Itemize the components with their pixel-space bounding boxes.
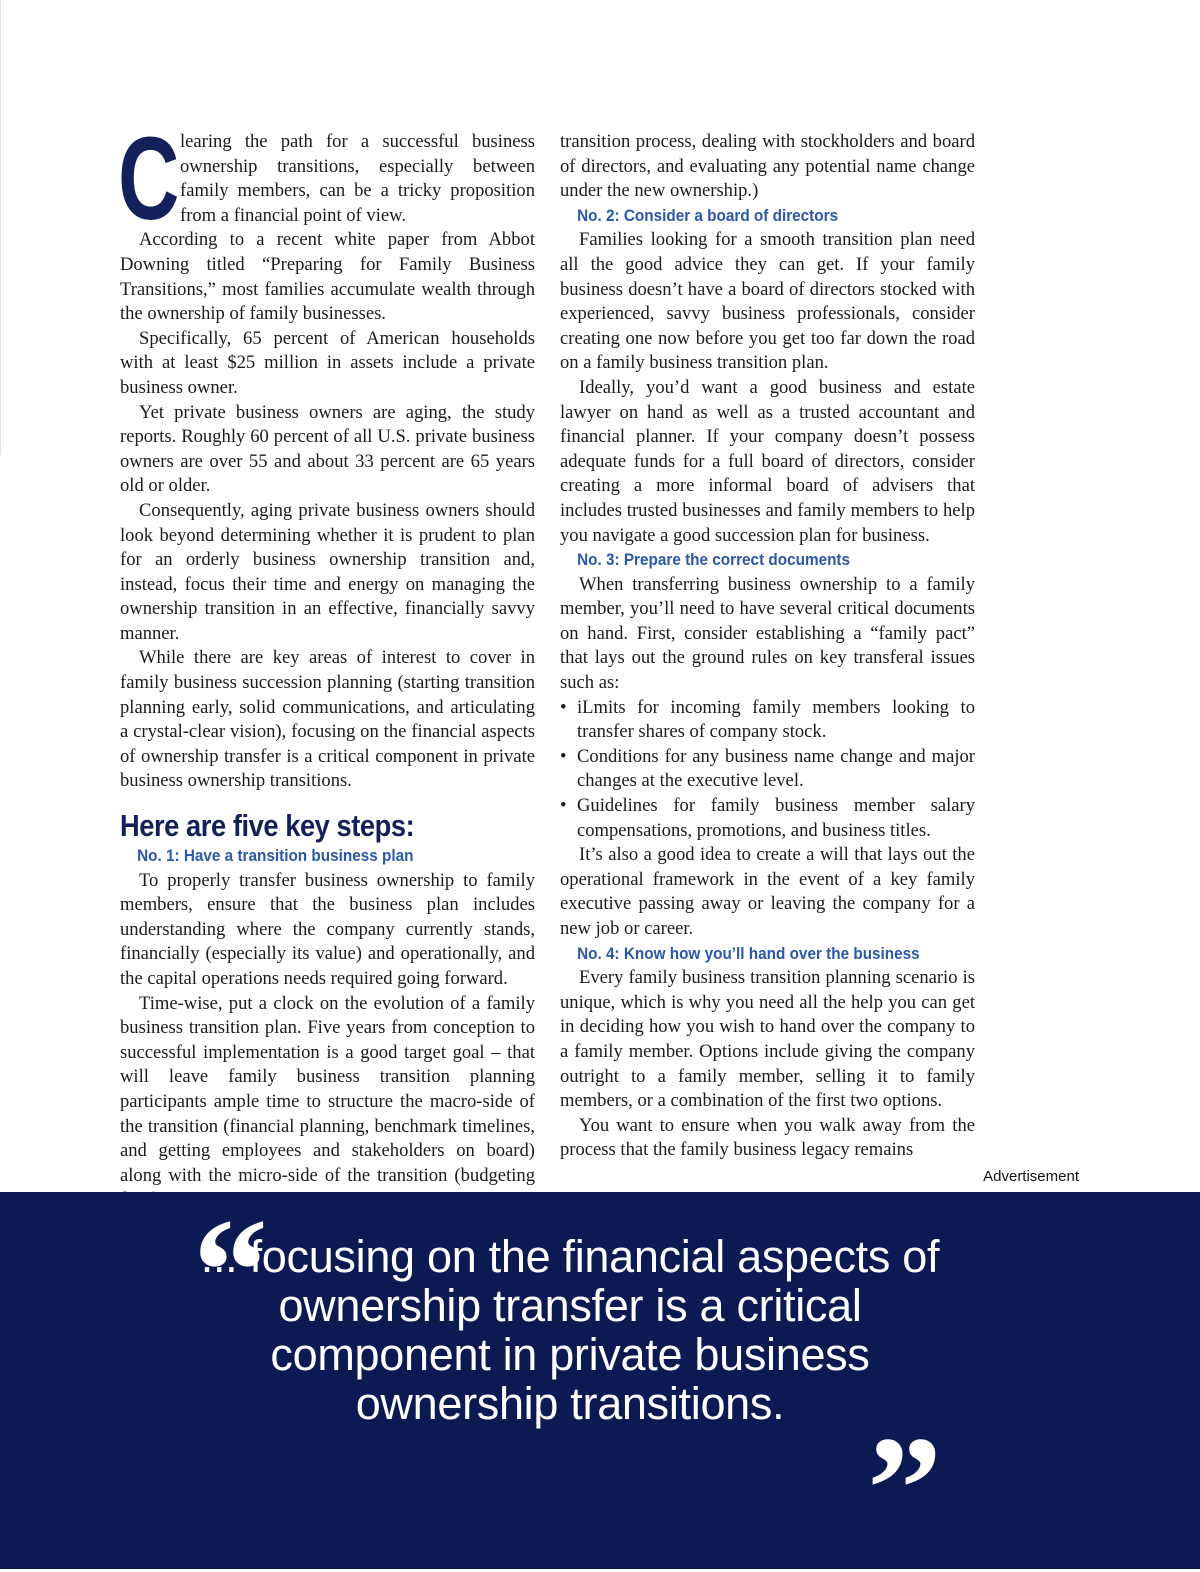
body-paragraph: You want to ensure when you walk away from the process that the family business legacy remains — [560, 1114, 975, 1161]
body-paragraph: Families looking for a smooth transition plan need all the good advice they can get. If your family business doesn’t have a board of directors stocked with experienced, savvy business professionals, consider creating one now before you get too far down the road on a family business transition plan. — [560, 229, 975, 374]
body-paragraph: Specifically, 65 percent of American households with at least $25 million in assets include a private business owner. — [120, 327, 535, 398]
bullet-item: • Guidelines for family business member salary compensations, promotions, and business titles. — [560, 794, 975, 843]
body-paragraph: While there are key areas of interest to cover in family business succession planning (starting transition planning early, solid communications, and articulating a crystal-clear vision), focusing on the financial aspects of ownership transfer is a critical component in private business ownership transitions. — [120, 647, 535, 792]
body-paragraph: Ideally, you’d want a good business and estate lawyer on hand as well as a trusted accountant and financial planner. If your company doesn’t possess adequate funds for a full board of directors, consider creating a more informal board of advisers that includes trusted businesses and family members to help you navigate a good succession plan for business. — [560, 376, 975, 546]
body-paragraph: According to a recent white paper from Abbot Downing titled “Preparing for Family Business Transitions,” most families accumulate wealth through the ownership of family businesses. — [120, 229, 535, 325]
drop-cap: C — [118, 113, 180, 245]
body-paragraph: To properly transfer business ownership to family members, ensure that the business plan includes understanding where the company currently stands, financially (especially its value) and operationally, and the capital operations needs required going forward. — [120, 869, 535, 989]
section-heading: Here are five key steps: — [120, 808, 415, 844]
bullet-item: • iLmits for incoming family members looking to transfer shares of company stock. — [560, 696, 975, 745]
advertisement-label: Advertisement — [983, 1168, 1079, 1185]
step-4-heading: No. 4: Know how you’ll hand over the business — [577, 943, 920, 963]
left-column — [118, 113, 535, 1213]
body-paragraph: Time-wise, put a clock on the evolution of a family business transition plan. Five years from conception to successful implementation is a good target goal – that will leave family business transition planning participants ample time to structure the macro-side of the transition (financial planning, benchmark timelines, and getting employees and stakeholders on board) along with the micro-side of the transition (budgeting — [120, 992, 535, 1186]
step-1-heading: No. 1: Have a transition business plan — [137, 846, 414, 866]
body-paragraph: Yet private business owners are aging, the study reports. Roughly 60 percent of all U.S. private business owners are over 55 and about 33 percent are 65 years old or older. — [120, 401, 535, 497]
article-body — [118, 113, 976, 1186]
body-paragraph: Every family business transition planning scenario is unique, which is why you need all the help you can get in deciding how you wish to hand over the company to a family member. Options include giving the company outright to a family member, selling it to family members, or a combination of the first two options. — [560, 967, 975, 1112]
page-edge-rule — [0, 0, 1, 455]
intro-paragraph — [118, 113, 535, 245]
bullet-item: • Conditions for any business name change and major changes at the executive level. — [560, 745, 975, 794]
continued-paragraph: transition process, dealing with stockholders and board of directors, and evaluating any potential name change under the new ownership.) — [560, 131, 975, 202]
close-quote-icon: ” — [867, 1406, 942, 1572]
step-2-heading: No. 2: Consider a board of directors — [577, 205, 839, 225]
body-paragraph: When transferring business ownership to a family member, you’ll need to have several critical documents on hand. First, consider establishing a “family pact” that lays out the ground rules on key transferal issues such as: — [560, 573, 975, 694]
body-paragraph: Consequently, aging private business owners should look beyond determining whether it is prudent to plan for an orderly business ownership transition and, instead, focus their time and energy on managing the ownership transition in an effective, financially savvy manner. — [120, 499, 535, 644]
open-quote-icon: “ — [193, 1188, 268, 1354]
right-column — [560, 130, 975, 1163]
step-3-heading: No. 3: Prepare the correct documents — [577, 550, 851, 570]
advertisement-banner — [0, 1188, 1200, 1572]
body-paragraph: It’s also a good idea to create a will that lays out the operational framework in the event of a key family executive passing away or leaving the company for a new job or career. — [560, 844, 975, 939]
bullet-list — [560, 696, 975, 844]
pull-quote: ... focusing on the financial aspects of ownership transfer is a critical component in private business ownership transitions. — [200, 1231, 940, 1429]
intro-text: learing the path for a successful business ownership transitions, especially between family members, can be a tricky proposition from a financial point of view. — [180, 131, 535, 226]
